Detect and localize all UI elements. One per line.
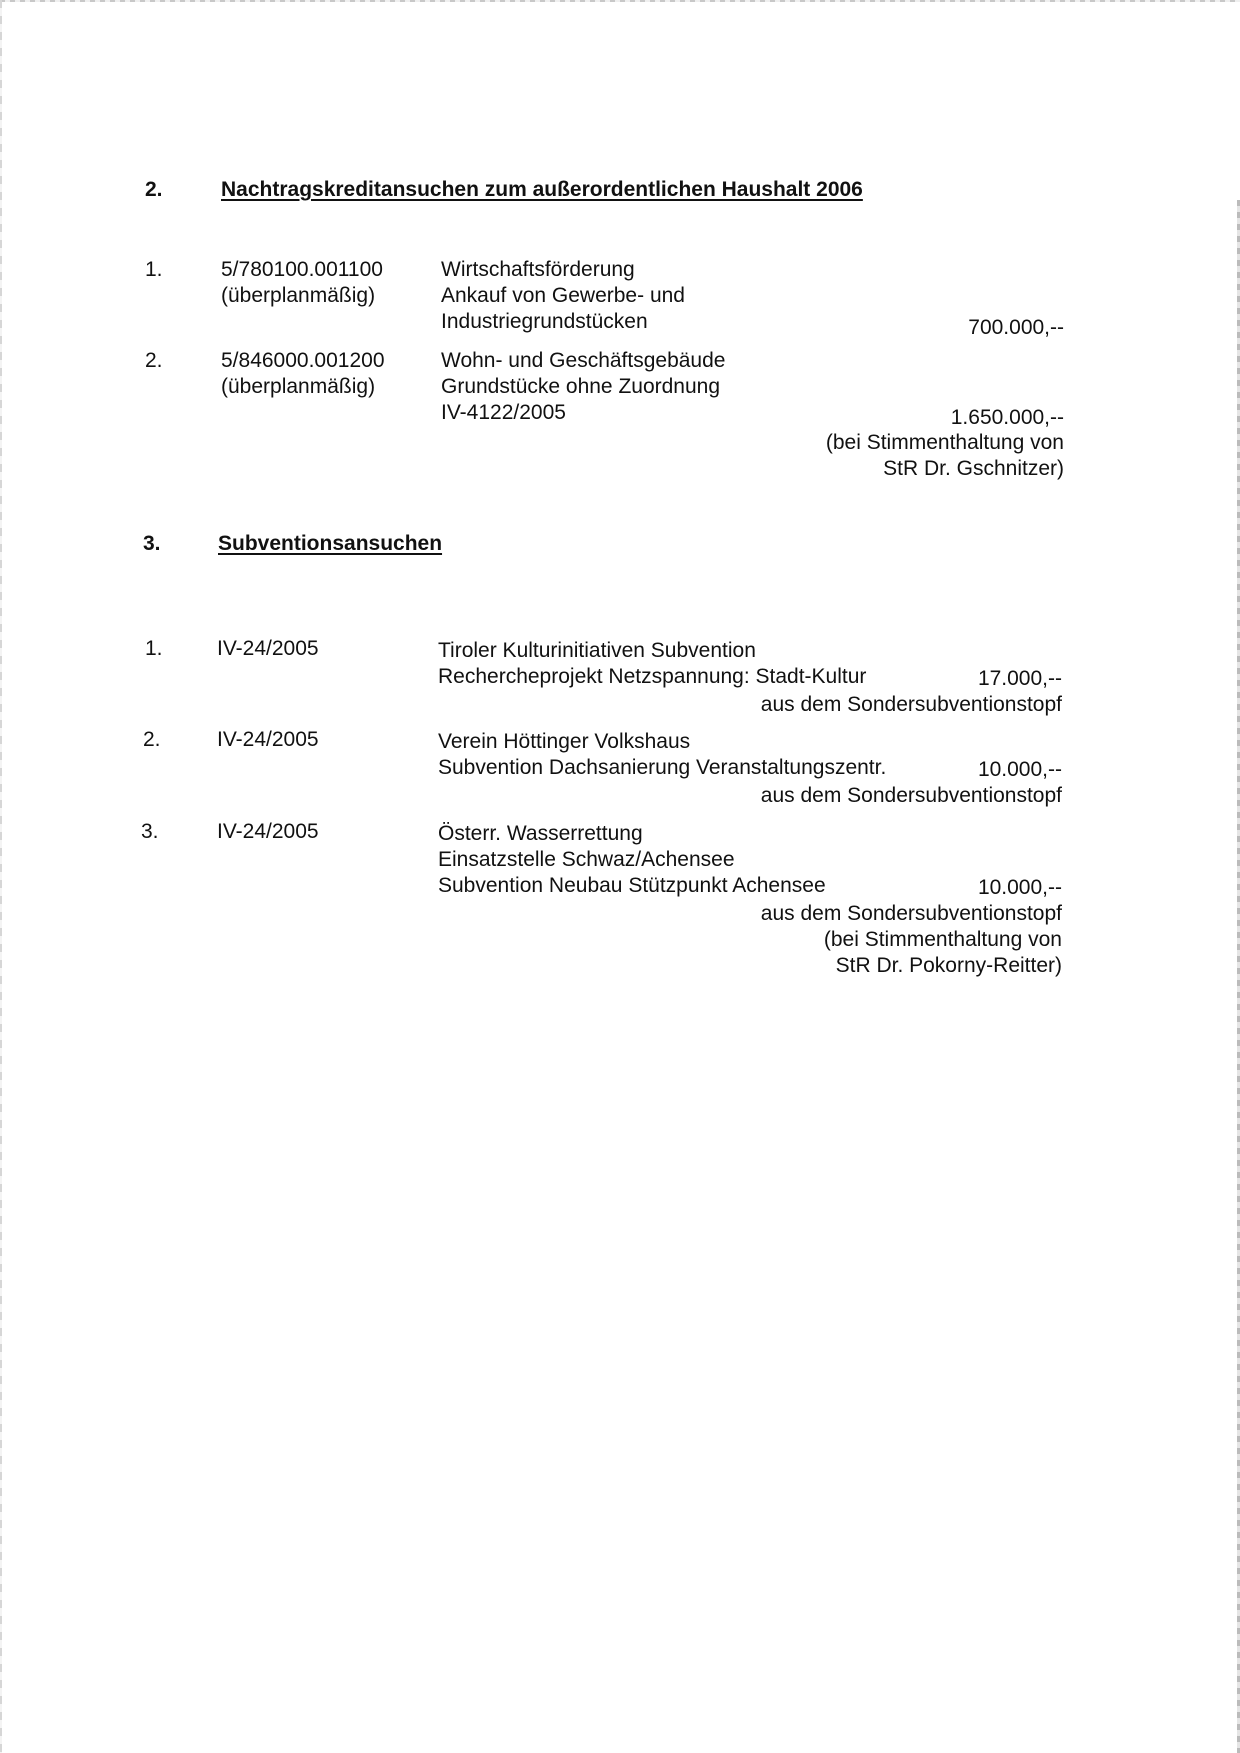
- item-note: StR Dr. Gschnitzer): [883, 457, 1064, 480]
- item-description-line: Tiroler Kulturinitiativen Subvention: [438, 639, 756, 662]
- section-3-number: 3.: [143, 532, 161, 555]
- item-description-line: Subvention Dachsanierung Veranstaltungszentr.: [438, 756, 887, 779]
- item-note: aus dem Sondersubventionstopf: [760, 784, 1062, 807]
- section-3-title: Subventionsansuchen: [218, 532, 443, 555]
- item-number: 1.: [145, 258, 163, 281]
- item-number: 2.: [143, 728, 161, 751]
- item-amount: 17.000,--: [977, 667, 1062, 690]
- item-note: StR Dr. Pokorny-Reitter): [835, 954, 1062, 977]
- account-note: (überplanmäßig): [221, 375, 376, 398]
- scan-edge-top: [0, 0, 1240, 2]
- item-number: 2.: [145, 349, 163, 372]
- account-number: 5/846000.001200: [221, 349, 385, 372]
- item-description-line: Österr. Wasserrettung: [438, 822, 643, 845]
- item-description-line: Wohn- und Geschäftsgebäude: [441, 349, 726, 372]
- reference-number: IV-24/2005: [217, 637, 319, 660]
- account-number: 5/780100.001100: [221, 258, 383, 281]
- item-description-line: Rechercheprojekt Netzspannung: Stadt-Kultur: [438, 665, 867, 688]
- item-note: (bei Stimmenthaltung von: [825, 431, 1064, 454]
- item-description-line: Ankauf von Gewerbe- und: [441, 284, 685, 307]
- section-2-heading: [145, 177, 945, 203]
- item-description-line: Subvention Neubau Stützpunkt Achensee: [438, 874, 826, 897]
- item-description-line: Verein Höttinger Volkshaus: [438, 730, 691, 753]
- reference-number: IV-24/2005: [217, 820, 319, 843]
- item-description-line: Grundstücke ohne Zuordnung: [441, 375, 721, 398]
- section-3-heading: [143, 531, 643, 557]
- section-2-number: 2.: [145, 178, 163, 201]
- item-amount: 1.650.000,--: [950, 406, 1064, 429]
- item-amount: 10.000,--: [977, 758, 1062, 781]
- reference-number: IV-24/2005: [217, 728, 319, 751]
- item-note: aus dem Sondersubventionstopf: [760, 902, 1062, 925]
- item-note: (bei Stimmenthaltung von: [823, 928, 1062, 951]
- item-description-line: Einsatzstelle Schwaz/Achensee: [438, 848, 735, 871]
- scan-edge-left: [0, 0, 2, 1753]
- account-note: (überplanmäßig): [221, 284, 376, 307]
- item-description-line: Industriegrundstücken: [441, 310, 648, 333]
- item-amount: 700.000,--: [968, 316, 1064, 339]
- item-number: 1.: [145, 637, 163, 660]
- item-description-line: IV-4122/2005: [441, 401, 566, 424]
- item-description-line: Wirtschaftsförderung: [441, 258, 635, 281]
- item-note: aus dem Sondersubventionstopf: [760, 693, 1062, 716]
- section-2-title: Nachtragskreditansuchen zum außerordentlichen Haushalt 2006: [221, 178, 863, 201]
- item-number: 3.: [141, 820, 159, 843]
- item-amount: 10.000,--: [977, 876, 1062, 899]
